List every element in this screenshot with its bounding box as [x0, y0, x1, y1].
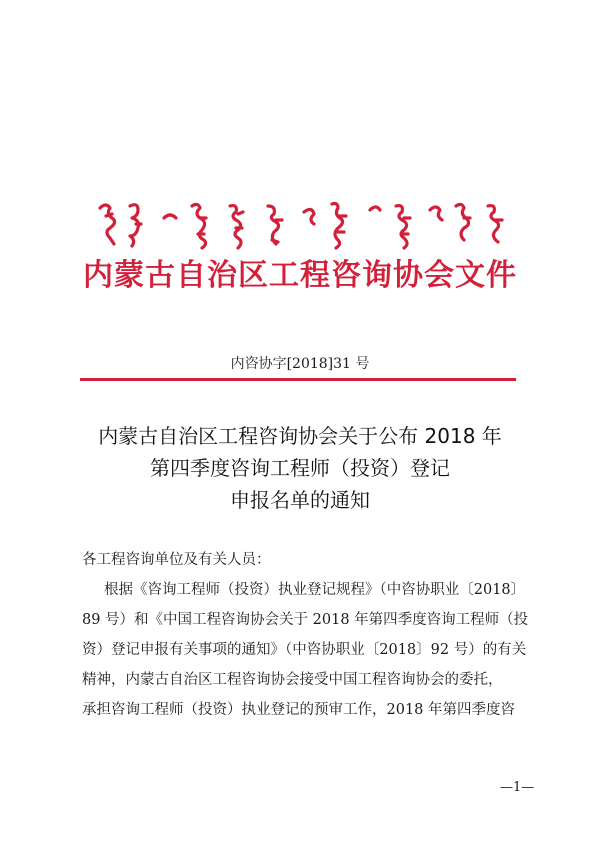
body-line: 资）登记申报有关事项的通知》（中咨协职业〔2018〕92 号）的有关 — [82, 642, 527, 658]
body-line: 根据《咨询工程师（投资）执业登记规程》（中咨协职业〔2018〕 — [104, 582, 526, 598]
notice-title-line: 申报名单的通知 — [230, 488, 370, 512]
salutation: 各工程咨询单位及有关人员： — [82, 552, 271, 568]
mongolian-script-header — [92, 198, 512, 250]
document-number: 内咨协字[2018]31 号 — [230, 356, 370, 372]
body-line: 承担咨询工程师（投资）执业登记的预审工作，2018 年第四季度咨 — [82, 702, 516, 718]
notice-body — [82, 545, 529, 725]
notice-title — [40, 420, 560, 516]
body-line: 89 号）和《中国工程咨询协会关于 2018 年第四季度咨询工程师（投 — [82, 612, 529, 628]
notice-title-line: 内蒙古自治区工程咨询协会关于公布 2018 年 — [98, 424, 502, 448]
page-number: —1— — [500, 780, 535, 795]
body-line: 精神，内蒙古自治区工程咨询协会接受中国工程咨询协会的委托， — [82, 672, 503, 688]
red-divider-line — [80, 378, 516, 381]
notice-title-line: 第四季度咨询工程师（投资）登记 — [150, 456, 450, 480]
issuing-org-title: 内蒙古自治区工程咨询协会文件 — [83, 258, 517, 293]
